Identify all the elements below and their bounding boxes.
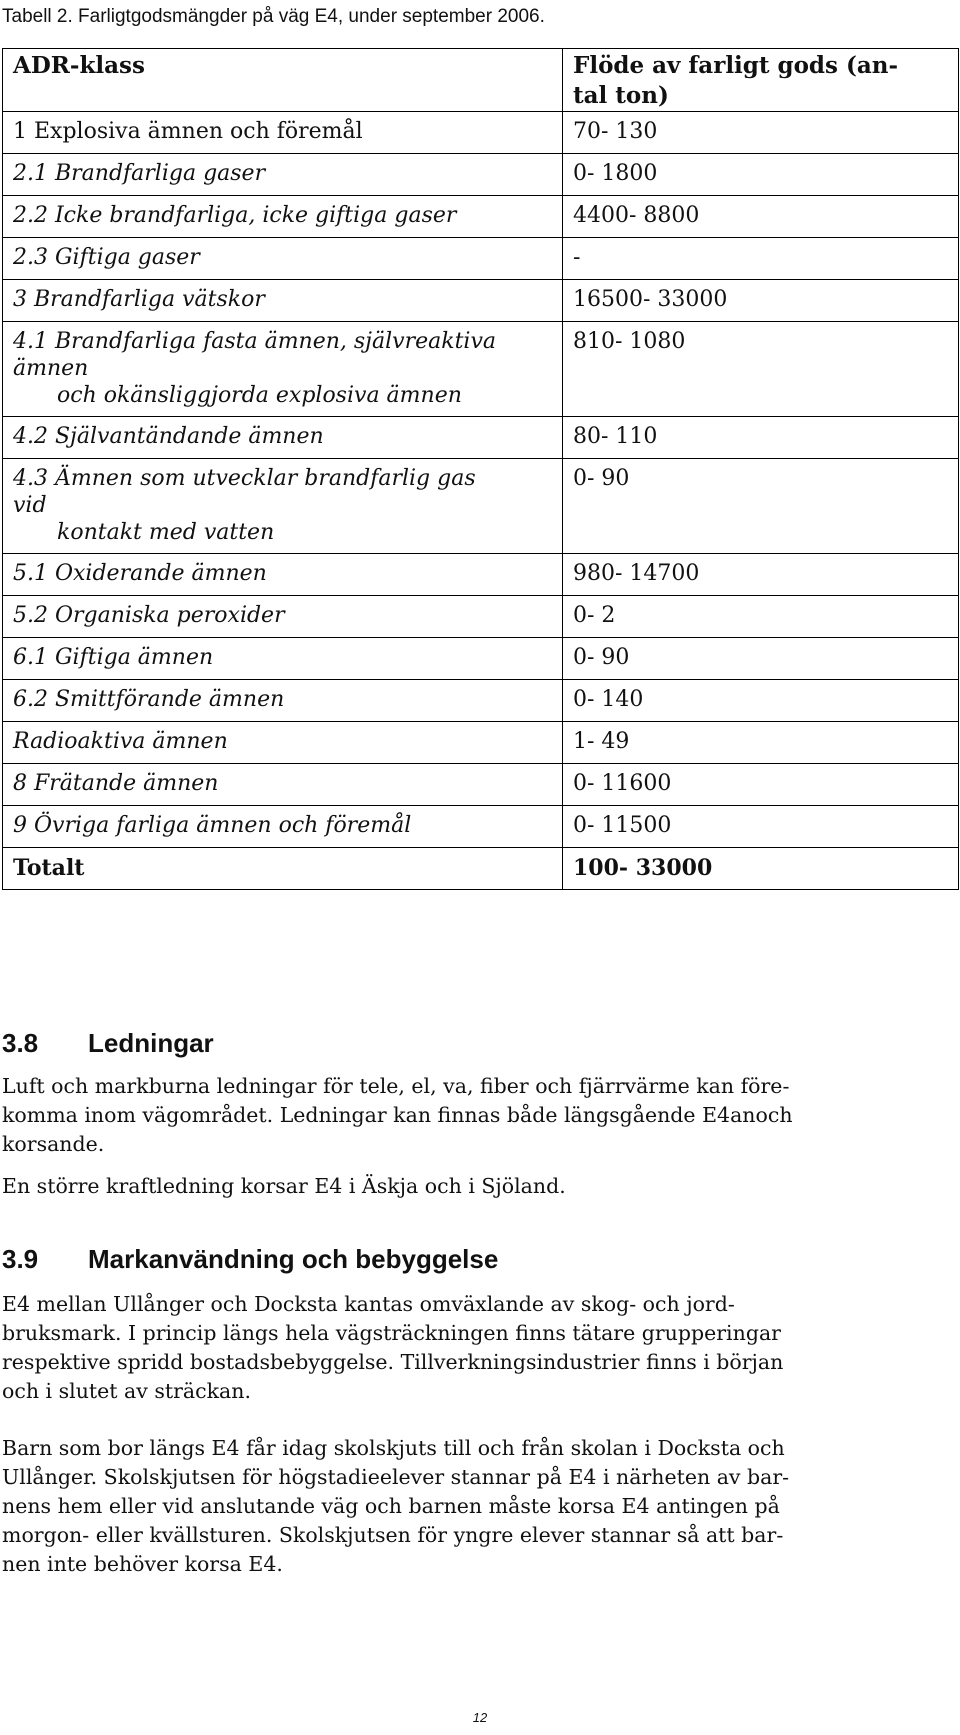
row-value: 70- 130	[563, 112, 959, 154]
row-value: 0- 1800	[563, 154, 959, 196]
row-label	[3, 459, 563, 554]
row-label: 9 Övriga farliga ämnen och föremål	[3, 806, 563, 848]
header-flow-line2: tal ton)	[573, 82, 669, 109]
table-row	[3, 196, 959, 238]
text-line: Barn som bor längs E4 får idag skolskjuts till och från skolan i Docksta och	[2, 1436, 785, 1460]
table-row	[3, 238, 959, 280]
row-label-line2: vid	[13, 493, 47, 518]
header-flow	[563, 49, 959, 112]
row-label: 5.2 Organiska peroxider	[3, 596, 563, 638]
row-label-line1: 4.1 Brandfarliga fasta ämnen, självreaktiva	[13, 329, 496, 354]
text-line: korsande.	[2, 1132, 105, 1156]
header-flow-line1: Flöde av farligt gods (an-	[573, 52, 899, 79]
table-row	[3, 280, 959, 322]
row-value: 810- 1080	[563, 322, 959, 417]
table-row	[3, 680, 959, 722]
table-row	[3, 596, 959, 638]
row-label: 6.1 Giftiga ämnen	[3, 638, 563, 680]
section-number: 3.8	[2, 1028, 39, 1058]
table-total-row	[3, 848, 959, 890]
table-row	[3, 322, 959, 417]
header-adr-class: ADR-klass	[3, 49, 563, 112]
row-value: 4400- 8800	[563, 196, 959, 238]
row-label: 3 Brandfarliga vätskor	[3, 280, 563, 322]
row-label: 8 Frätande ämnen	[3, 764, 563, 806]
text-line: nens hem eller vid anslutande väg och barnen måste korsa E4 antingen på	[2, 1494, 780, 1518]
row-label: 6.2 Smittförande ämnen	[3, 680, 563, 722]
row-value: 80- 110	[563, 417, 959, 459]
table-caption: Tabell 2. Farligtgodsmängder på väg E4, under september 2006.	[2, 6, 545, 27]
row-value: 980- 14700	[563, 554, 959, 596]
section-3-8-paragraph-2	[2, 1172, 942, 1201]
row-label: 2.1 Brandfarliga gaser	[3, 154, 563, 196]
row-value: 0- 11500	[563, 806, 959, 848]
table-row	[3, 459, 959, 554]
row-value: 0- 90	[563, 638, 959, 680]
row-value: 0- 11600	[563, 764, 959, 806]
table-row	[3, 554, 959, 596]
section-title: Ledningar	[88, 1028, 214, 1058]
table-row	[3, 112, 959, 154]
row-label: 5.1 Oxiderande ämnen	[3, 554, 563, 596]
row-label: 1 Explosiva ämnen och föremål	[3, 112, 563, 154]
total-label: Totalt	[3, 848, 563, 890]
dangerous-goods-table	[2, 48, 959, 890]
row-value: 16500- 33000	[563, 280, 959, 322]
text-line: E4 mellan Ullånger och Docksta kantas omväxlande av skog- och jord-	[2, 1292, 735, 1316]
text-line: Luft och markburna ledningar för tele, el, va, fiber och fjärrvärme kan före-	[2, 1074, 790, 1098]
row-label-line2: ämnen	[13, 356, 89, 381]
text-line: respektive spridd bostadsbebyggelse. Tillverkningsindustrier finns i början	[2, 1350, 784, 1374]
section-number: 3.9	[2, 1244, 39, 1274]
text-line: nen inte behöver korsa E4.	[2, 1552, 283, 1576]
row-value: 0- 2	[563, 596, 959, 638]
section-heading-3-8	[2, 1028, 214, 1059]
page-number: 12	[472, 1710, 488, 1725]
section-3-9-paragraph-1	[2, 1290, 942, 1406]
row-label-line3: kontakt med vatten	[57, 520, 275, 545]
row-value: 0- 140	[563, 680, 959, 722]
section-3-9-paragraph-2	[2, 1434, 942, 1579]
section-heading-3-9	[2, 1244, 498, 1275]
row-label-line3: och okänsliggjorda explosiva ämnen	[57, 383, 462, 408]
table-row	[3, 764, 959, 806]
row-label: Radioaktiva ämnen	[3, 722, 563, 764]
text-line: morgon- eller kvällsturen. Skolskjutsen för yngre elever stannar så att bar-	[2, 1523, 784, 1547]
row-label: 4.2 Självantändande ämnen	[3, 417, 563, 459]
table-row	[3, 638, 959, 680]
text-line: och i slutet av sträckan.	[2, 1379, 251, 1403]
table-row	[3, 154, 959, 196]
text-line: Ullånger. Skolskjutsen för högstadieelever stannar på E4 i närheten av bar-	[2, 1465, 790, 1489]
table-row	[3, 806, 959, 848]
table-row	[3, 722, 959, 764]
total-value: 100- 33000	[563, 848, 959, 890]
text-line: bruksmark. I princip längs hela vägsträckningen finns tätare grupperingar	[2, 1321, 781, 1345]
text-line: En större kraftledning korsar E4 i Äskja och i Sjöland.	[2, 1174, 566, 1198]
section-3-8-paragraph-1	[2, 1072, 942, 1159]
row-label: 2.2 Icke brandfarliga, icke giftiga gaser	[3, 196, 563, 238]
row-label: 2.3 Giftiga gaser	[3, 238, 563, 280]
row-label	[3, 322, 563, 417]
table-header-row	[3, 49, 959, 112]
text-line: komma inom vägområdet. Ledningar kan finnas både längsgående E4anoch	[2, 1103, 793, 1127]
row-value: 0- 90	[563, 459, 959, 554]
section-title: Markanvändning och bebyggelse	[88, 1244, 499, 1274]
row-label-line1: 4.3 Ämnen som utvecklar brandfarlig gas	[13, 466, 476, 491]
table-row	[3, 417, 959, 459]
row-value: -	[563, 238, 959, 280]
row-value: 1- 49	[563, 722, 959, 764]
